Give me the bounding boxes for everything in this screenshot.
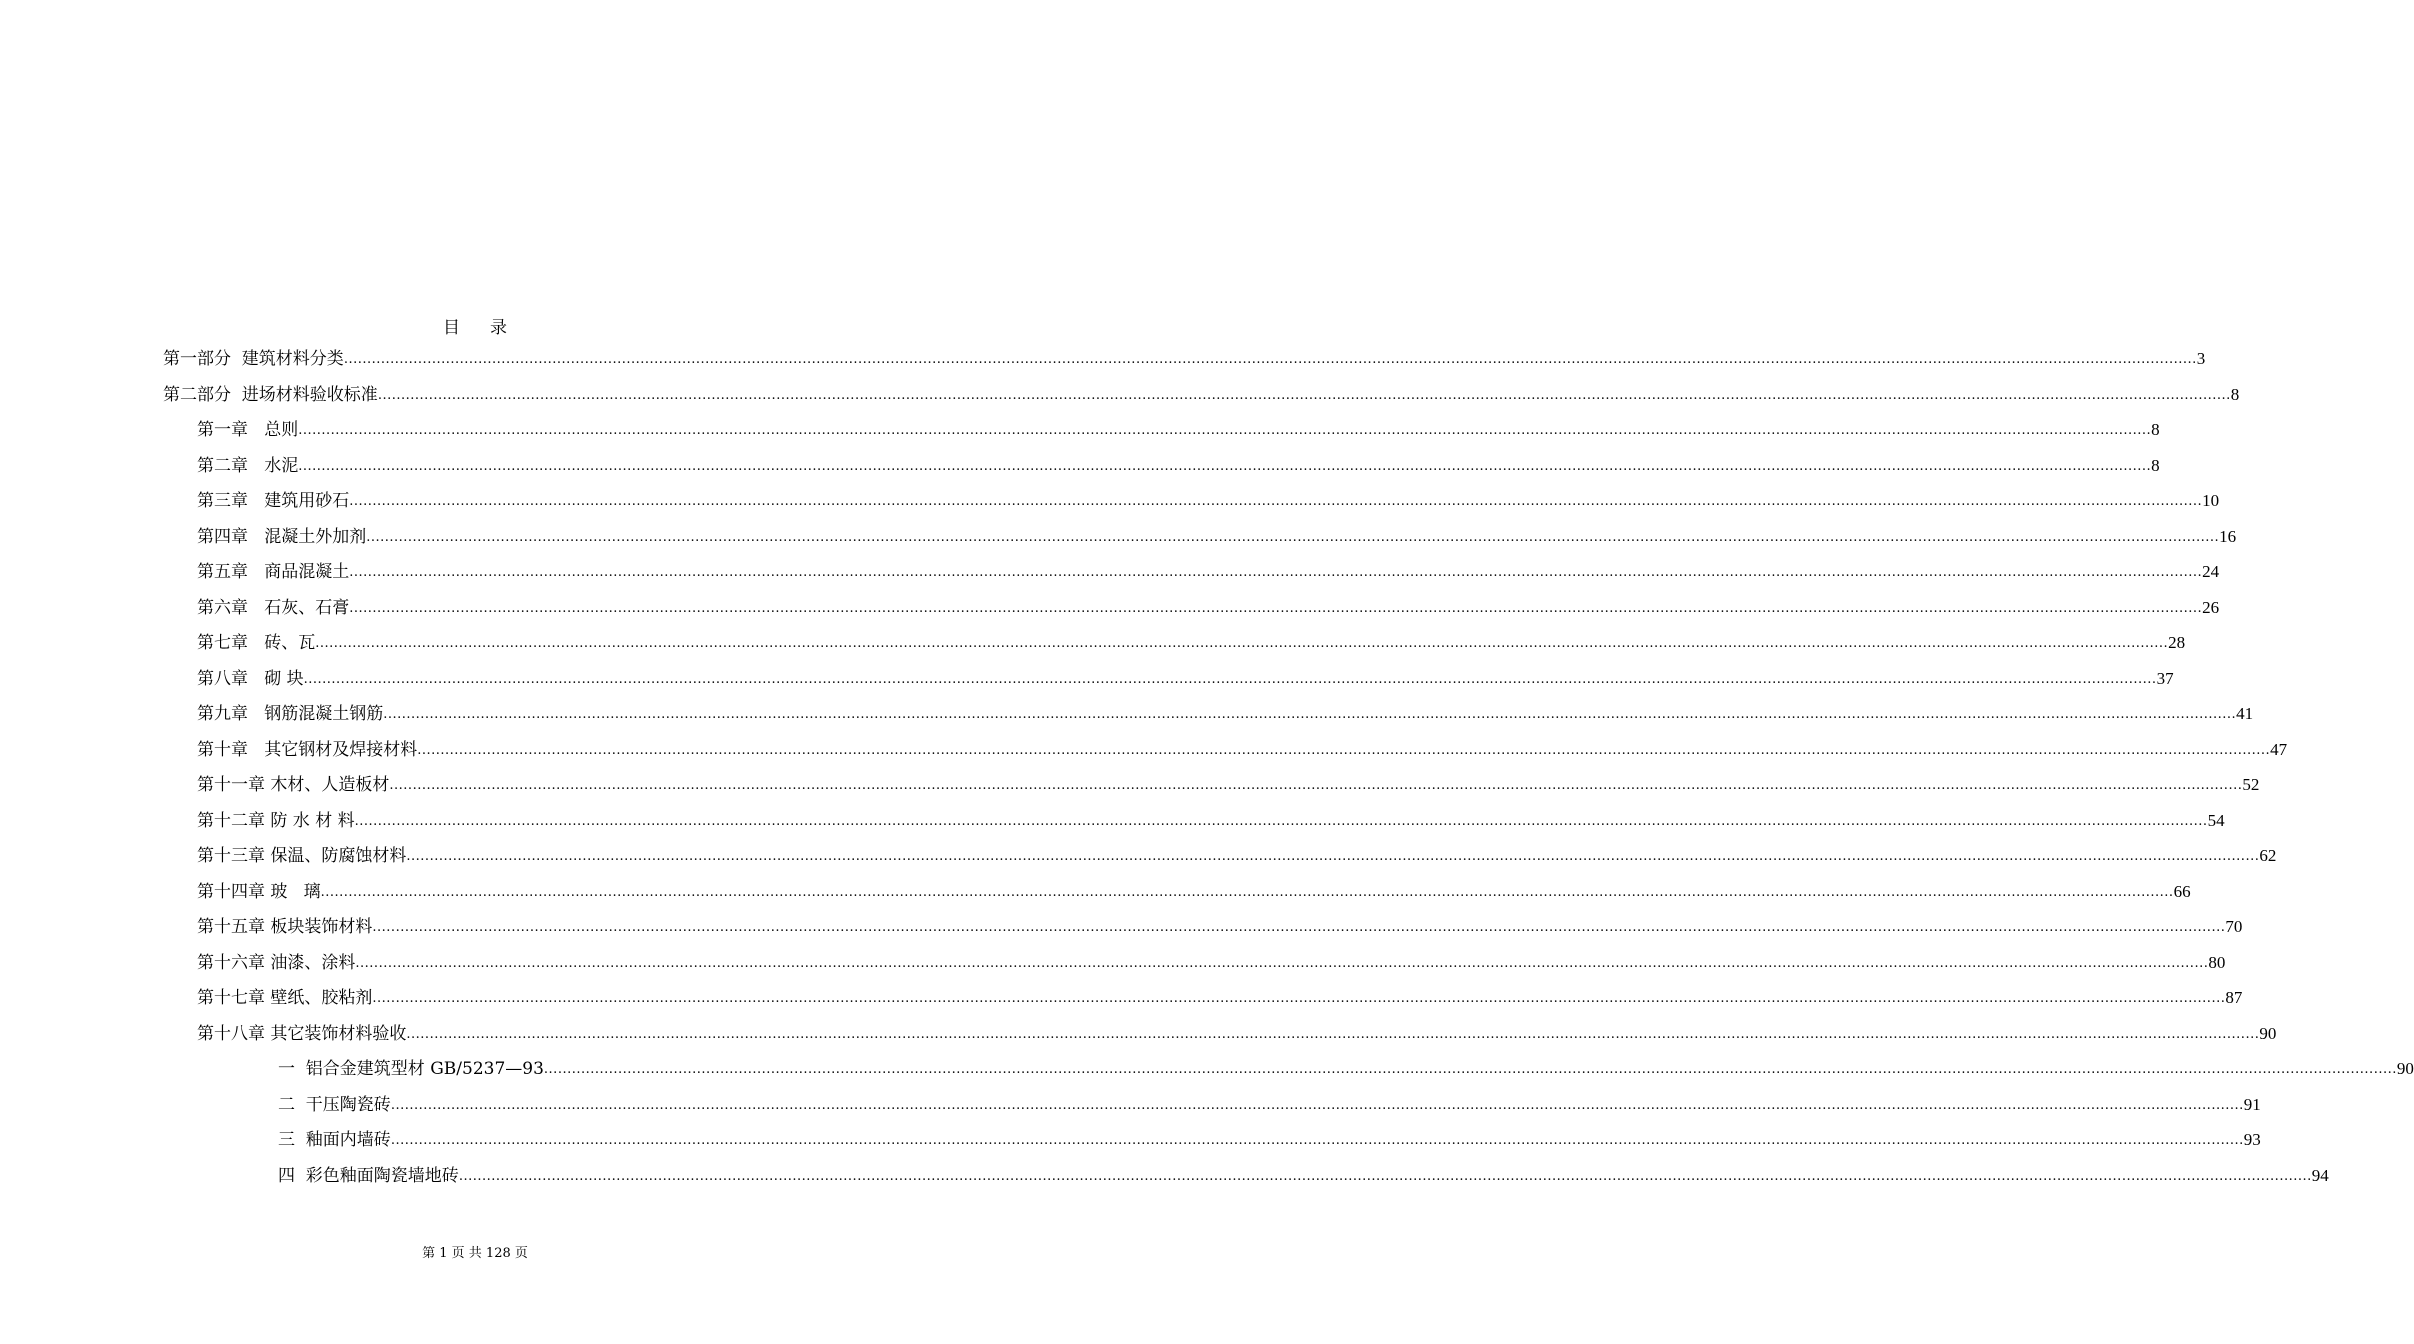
toc-entry-label: 第三章 建筑用砂石: [197, 491, 350, 511]
toc-dot-leader: ................................................................................................................................................................................................................................................................................................................................................................................................................: [406, 849, 2260, 864]
toc-dot-leader: ................................................................................................................................................................................................................................................................................................................................................................................................................: [390, 1133, 2244, 1148]
toc-entry-page-number: 26: [2202, 597, 2220, 617]
toc-entry[interactable]: [197, 665, 2174, 691]
toc-entry-page-number: 8: [2151, 455, 2160, 475]
toc-dot-leader: ................................................................................................................................................................................................................................................................................................................................................................................................................: [349, 494, 2203, 509]
toc-dot-leader: ................................................................................................................................................................................................................................................................................................................................................................................................................: [389, 778, 2243, 793]
toc-dot-leader: ................................................................................................................................................................................................................................................................................................................................................................................................................: [372, 991, 2226, 1006]
toc-entry[interactable]: [278, 1126, 2261, 1152]
toc-entry[interactable]: [197, 807, 2225, 833]
toc-entry-page-number: 41: [2236, 704, 2254, 723]
toc-entry-label: 第九章 钢筋混凝土钢筋: [197, 704, 384, 724]
toc-entry-page-number: 47: [2270, 739, 2288, 759]
toc-entry[interactable]: [197, 736, 2288, 762]
toc-dot-leader: ................................................................................................................................................................................................................................................................................................................................................................................................................: [543, 1062, 2397, 1077]
toc-entry-label: 四 彩色釉面陶瓷墙地砖: [278, 1165, 459, 1186]
toc-entry-page-number: 8: [2151, 420, 2160, 439]
toc-entry-label: 第十七章 壁纸、胶粘剂: [197, 988, 373, 1008]
toc-entry-page-number: 93: [2243, 1130, 2261, 1149]
toc-entry-page-number: 66: [2173, 881, 2191, 901]
toc-dot-leader: ................................................................................................................................................................................................................................................................................................................................................................................................................: [354, 813, 2208, 829]
toc-dot-leader: ................................................................................................................................................................................................................................................................................................................................................................................................................: [406, 1026, 2260, 1042]
toc-entry-label: 第四章 混凝土外加剂: [197, 526, 367, 547]
toc-entry[interactable]: [197, 878, 2191, 904]
toc-entry-page-number: 24: [2202, 562, 2220, 581]
page-footer: 第 1 页 共 128 页: [422, 1246, 528, 1261]
toc-dot-leader: ................................................................................................................................................................................................................................................................................................................................................................................................................: [298, 423, 2152, 438]
toc-entry-label: 第十四章 玻 璃: [197, 881, 321, 902]
toc-entry[interactable]: [278, 1162, 2329, 1188]
toc-dot-leader: ................................................................................................................................................................................................................................................................................................................................................................................................................: [349, 600, 2203, 616]
toc-entry-label: 三 釉面内墙砖: [278, 1130, 391, 1150]
toc-entry-label: 第十六章 油漆、涂料: [197, 952, 356, 973]
toc-entry[interactable]: [197, 984, 2243, 1010]
toc-entry-label: 第八章 砌 块: [197, 668, 304, 689]
toc-dot-leader: ................................................................................................................................................................................................................................................................................................................................................................................................................: [390, 1097, 2244, 1113]
toc-entry-label: 第十章 其它钢材及焊接材料: [197, 739, 418, 760]
toc-dot-leader: ................................................................................................................................................................................................................................................................................................................................................................................................................: [355, 955, 2209, 971]
toc-entry-page-number: 10: [2202, 491, 2220, 510]
toc-entry[interactable]: [197, 558, 2220, 584]
toc-entry-page-number: 62: [2259, 846, 2277, 865]
toc-entry[interactable]: [197, 594, 2220, 620]
toc-entry[interactable]: [278, 1091, 2261, 1117]
toc-entry-page-number: 91: [2243, 1094, 2261, 1114]
toc-dot-leader: ................................................................................................................................................................................................................................................................................................................................................................................................................: [349, 565, 2203, 580]
toc-entry[interactable]: [197, 913, 2243, 939]
toc-entry[interactable]: [197, 629, 2186, 655]
toc-entry[interactable]: [163, 381, 2240, 407]
toc-dot-leader: ................................................................................................................................................................................................................................................................................................................................................................................................................: [320, 884, 2174, 900]
toc-entry-label: 第五章 商品混凝土: [197, 562, 350, 582]
toc-title: 目录: [443, 318, 537, 338]
toc-entry[interactable]: [197, 949, 2226, 975]
toc-dot-leader: ................................................................................................................................................................................................................................................................................................................................................................................................................: [315, 636, 2169, 651]
toc-entry-page-number: 52: [2242, 775, 2260, 794]
toc-entry-page-number: 90: [2259, 1023, 2277, 1043]
toc-entry-page-number: 8: [2230, 384, 2240, 404]
toc-entry-label: 一 铝合金建筑型材 GB/5237—93: [278, 1059, 544, 1079]
toc-entry-page-number: 70: [2225, 917, 2243, 936]
toc-entry-page-number: 37: [2156, 668, 2174, 688]
toc-entry[interactable]: [278, 1055, 2414, 1081]
toc-entry[interactable]: [197, 842, 2277, 868]
toc-entry[interactable]: [163, 345, 2206, 371]
toc-entry-label: 第六章 石灰、石膏: [197, 597, 350, 618]
toc-dot-leader: ................................................................................................................................................................................................................................................................................................................................................................................................................: [366, 529, 2220, 545]
toc-dot-leader: ................................................................................................................................................................................................................................................................................................................................................................................................................: [303, 671, 2157, 687]
toc-entry-page-number: 94: [2311, 1165, 2329, 1185]
toc-entry-label: 第一部分 建筑材料分类: [163, 349, 344, 369]
toc-entry-label: 第十八章 其它装饰材料验收: [197, 1023, 407, 1044]
toc-entry[interactable]: [197, 771, 2260, 797]
toc-entry-page-number: 16: [2219, 526, 2237, 546]
toc-entry-label: 第二章 水泥: [197, 455, 299, 476]
toc-entry[interactable]: [197, 452, 2160, 478]
toc-entry[interactable]: [197, 700, 2254, 726]
toc-dot-leader: ................................................................................................................................................................................................................................................................................................................................................................................................................: [298, 458, 2152, 474]
toc-entry-page-number: 80: [2208, 952, 2226, 972]
toc-dot-leader: ................................................................................................................................................................................................................................................................................................................................................................................................................: [458, 1168, 2312, 1184]
toc-entry-label: 第二部分 进场材料验收标准: [163, 384, 378, 405]
toc-entry[interactable]: [197, 523, 2237, 549]
toc-dot-leader: ................................................................................................................................................................................................................................................................................................................................................................................................................: [383, 707, 2237, 722]
toc-entry-label: 二 干压陶瓷砖: [278, 1094, 391, 1115]
toc-entry-label: 第七章 砖、瓦: [197, 633, 316, 653]
toc-dot-leader: ................................................................................................................................................................................................................................................................................................................................................................................................................: [343, 352, 2197, 367]
toc-dot-leader: ................................................................................................................................................................................................................................................................................................................................................................................................................: [377, 387, 2231, 403]
toc-entry-label: 第十二章 防 水 材 料: [197, 810, 355, 831]
toc-entry-label: 第十一章 木材、人造板材: [197, 775, 390, 795]
toc-entry[interactable]: [197, 487, 2220, 513]
toc-entry-page-number: 87: [2225, 988, 2243, 1007]
toc-entry-page-number: 28: [2168, 633, 2186, 652]
toc-entry-page-number: 3: [2196, 349, 2206, 368]
toc-entry-label: 第十五章 板块装饰材料: [197, 917, 373, 937]
toc-entry-page-number: 54: [2207, 810, 2225, 830]
toc-dot-leader: ................................................................................................................................................................................................................................................................................................................................................................................................................: [417, 742, 2271, 758]
toc-dot-leader: ................................................................................................................................................................................................................................................................................................................................................................................................................: [372, 920, 2226, 935]
toc-entry[interactable]: [197, 416, 2160, 442]
toc-entry-label: 第一章 总则: [197, 420, 299, 440]
toc-entry-label: 第十三章 保温、防腐蚀材料: [197, 846, 407, 866]
toc-entry[interactable]: [197, 1020, 2277, 1046]
toc-entry-page-number: 90: [2396, 1059, 2414, 1078]
